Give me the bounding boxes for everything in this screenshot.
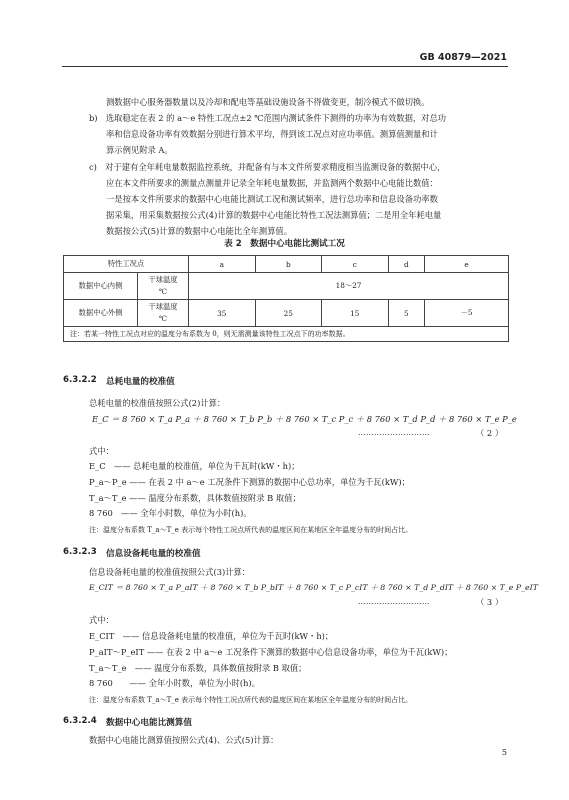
table-note: 注：若某一特性工况点对应的温度分布系数为 0，则无需测量该特性工况点下的功率数据。 (64, 327, 509, 342)
table-caption: 表 2 数据中心电能比测试工况 (224, 239, 345, 249)
section-number: 6.3.2.4 (63, 716, 97, 726)
table-head-point: a (189, 256, 256, 273)
table-head-label: 特性工况点 (64, 256, 189, 273)
formula: E_CIT ＝ 8 760 × T_a P_aIT ＋ 8 760 × T_b P_bIT ＋ 8 760 × T_c P_cIT ＋ 8 760 × T_d P_dIT ＋ 8 760 × T_e P_eIT (89, 583, 538, 592)
section-intro: 数据中心电能比测算值按照公式(4)、公式(5)计算： (89, 735, 279, 745)
definition: P_a～P_e —— 在表 2 中 a～e 工况条件下测算的数据中心总功率，单位为千瓦(kW)； (89, 477, 410, 487)
paragraph-line: 率和信息设备功率有效数据分别进行算术平均，得到该工况点对应功率值。测算值测量和计 (106, 129, 438, 139)
paragraph-line: 据采集，用采集数据按公式(4)计算的数据中心电能比特性工况法测算值；二是用全年耗电量 (106, 210, 442, 220)
param-name: 干球温度 (148, 302, 178, 311)
formula-number: （ 2 ） (476, 428, 504, 438)
standard-number: GB 40879—2021 (419, 52, 507, 63)
definition: E_C —— 总耗电量的校准值，单位为千瓦时(kW・h)； (89, 461, 300, 471)
outdoor-value: 25 (255, 300, 322, 327)
formula-leader: ……………………… (358, 428, 430, 437)
row-name: 数据中心外侧 (64, 300, 138, 327)
section-title: 总耗电量的校准值 (106, 377, 175, 387)
section-note: 注：温度分布系数 T_a～T_e 表示每个特性工况点所代表的温度区间在某地区全年温度分布的时间占比。 (89, 696, 413, 704)
paragraph-line: 应在本文件所要求的测量点测量并记录全年耗电量数据，并监测两个数据中心电能比数值： (106, 178, 438, 188)
table-head-point: c (322, 256, 389, 273)
paragraph-line: c) 对于建有全年耗电量数据监控系统，并配备有与本文件所要求精度相当监测设备的数据中心， (89, 162, 446, 172)
param-unit: ℃ (158, 287, 168, 296)
indoor-range: 18～27 (189, 273, 509, 300)
row-param (138, 273, 189, 300)
table-head-point: d (388, 256, 425, 273)
table-head-point: b (255, 256, 322, 273)
outdoor-value: －5 (425, 300, 509, 327)
paragraph-line: 一是按本文件所要求的数据中心电能比测试工况和测试频率，进行总功率和信息设备功率数 (106, 194, 438, 204)
section-number: 6.3.2.3 (63, 547, 97, 557)
section-title: 数据中心电能比测算值 (106, 718, 192, 728)
paragraph-line: 算示例见附录 A。 (106, 145, 173, 155)
outdoor-value: 5 (388, 300, 425, 327)
section-title: 信息设备耗电量的校准值 (106, 549, 201, 559)
definition: 8 760 —— 全年小时数，单位为小时(h)。 (89, 508, 252, 518)
paragraph-line: 测数据中心服务器数量以及冷却和配电等基础设施设备不得做变更，制冷模式不做切换。 (106, 97, 430, 107)
page-number: 5 (501, 748, 507, 757)
param-unit: ℃ (158, 314, 168, 323)
formula: E_C ＝ 8 760 × T_a P_a ＋ 8 760 × T_b P_b ＋ 8 760 × T_c P_c ＋ 8 760 × T_d P_d ＋ 8 760 × T_e P_e (92, 414, 517, 424)
row-param (138, 300, 189, 327)
outdoor-value: 15 (322, 300, 389, 327)
definition: T_a～T_e —— 温度分布系数，具体数值按附录 B 取值； (89, 493, 301, 503)
section-note: 注：温度分布系数 T_a～T_e 表示每个特性工况点所代表的温度区间在某地区全年温度分布的时间占比。 (89, 526, 413, 534)
row-name: 数据中心内侧 (64, 273, 138, 300)
section-intro: 总耗电量的校准值按照公式(2)计算： (89, 398, 226, 408)
test-condition-table (63, 255, 509, 342)
formula-leader: ……………………… (358, 597, 430, 606)
outdoor-value: 35 (189, 300, 256, 327)
table-head-point: e (425, 256, 509, 273)
definition: T_a～T_e —— 温度分布系数，具体数值按附录 B 取值； (89, 663, 307, 673)
paragraph-line: b) 选取稳定在表 2 的 a～e 特性工况点±2 ℃范围内测试条件下测得的功率为有效数据，对总功 (89, 113, 447, 123)
definition: E_CIT —— 信息设备耗电量的校准值，单位为千瓦时(kW・h)； (89, 631, 334, 641)
section-intro: 信息设备耗电量的校准值按照公式(3)计算： (89, 567, 251, 577)
header-rule (62, 66, 508, 67)
section-number: 6.3.2.2 (63, 375, 97, 385)
definition: 8 760 —— 全年小时数，单位为小时(h)。 (89, 678, 260, 688)
paragraph-line: 数据按公式(5)计算的数据中心电能比全年测算值。 (106, 226, 292, 236)
where-label: 式中： (89, 446, 114, 456)
where-label: 式中： (89, 615, 114, 625)
definition: P_aIT～P_eIT —— 在表 2 中 a～e 工况条件下测算的数据中心信息设备功率，单位为千瓦(kW)； (89, 647, 453, 657)
param-name: 干球温度 (148, 275, 178, 284)
formula-number: （ 3 ） (476, 597, 504, 607)
